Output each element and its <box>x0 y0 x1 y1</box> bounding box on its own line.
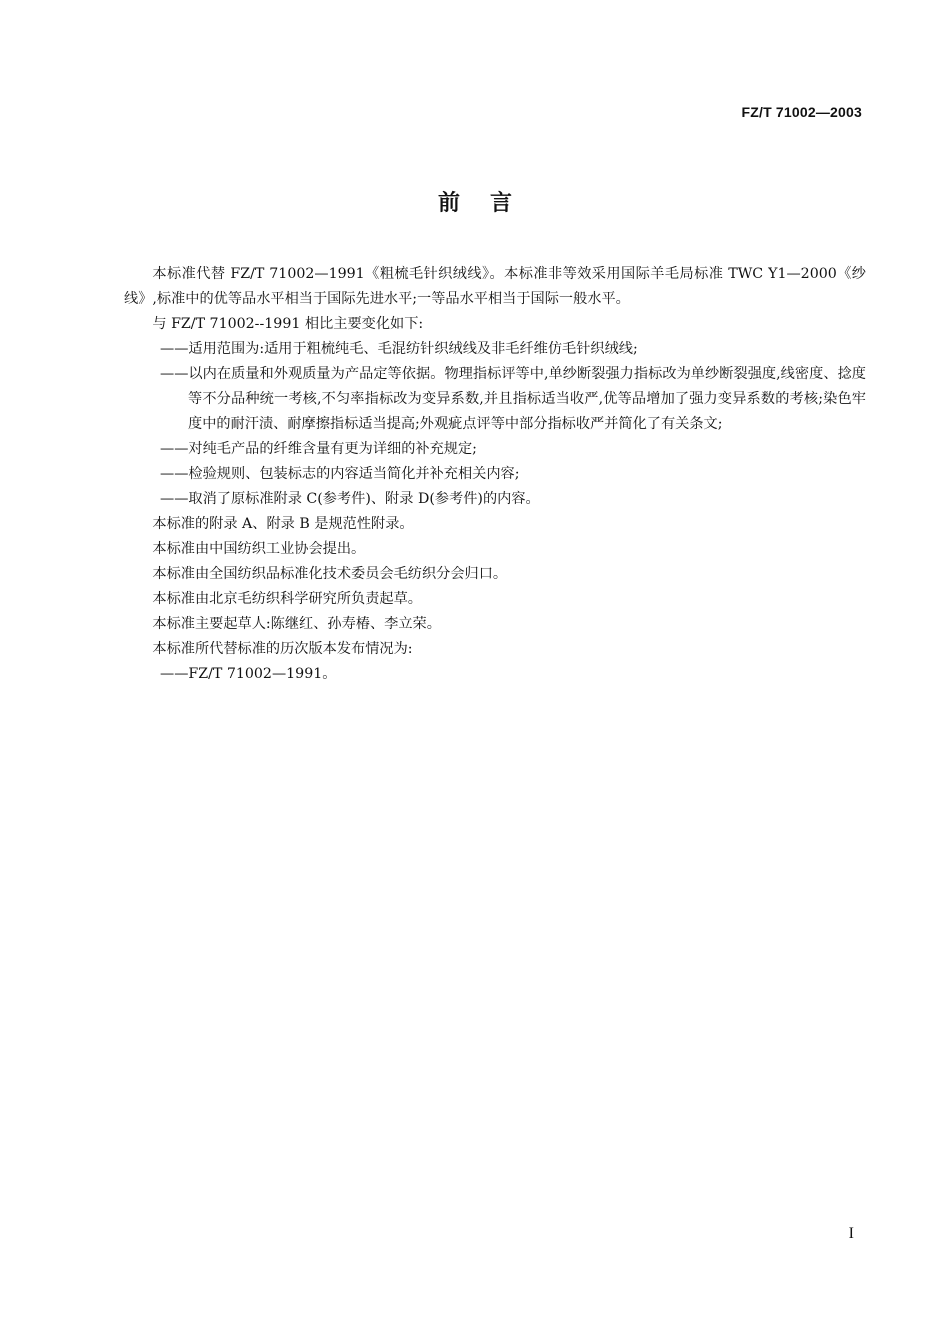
list-item-change: ——取消了原标准附录 C(参考件)、附录 D(参考件)的内容。 <box>160 491 540 507</box>
list-item-change: ——以内在质量和外观质量为产品定等依据。物理指标评等中,单纱断裂强力指标改为单纱断裂强度,线密度、捻度等不分品种统一考核,不匀率指标改为变异系数,并且指标适当收严,优等品增加了强力变异系数的考核;染色牢度中的耐汗渍、耐摩擦指标适当提高;外观疵点评等中部分指标收严并简化了有关条文; <box>160 366 866 432</box>
list-item-change: ——适用范围为:适用于粗梳纯毛、毛混纺针织绒线及非毛纤维仿毛针织绒线; <box>160 341 638 357</box>
paragraph-history-intro: 本标准所代替标准的历次版本发布情况为: <box>152 641 413 657</box>
standard-number: FZ/T 71002—2003 <box>741 104 862 120</box>
paragraph-changes-intro: 与 FZ/T 71002--1991 相比主要变化如下: <box>152 316 424 332</box>
paragraph-replacement-statement: 本标准代替 FZ/T 71002—1991《粗梳毛针织绒线》。本标准非等效采用国际羊毛局标准 TWC Y1—2000《纱线》,标准中的优等品水平相当于国际先进水平;一等品水平相当于国际一般水平。 <box>124 266 866 307</box>
foreword-body <box>124 262 866 687</box>
list-item-history: ——FZ/T 71002—1991。 <box>160 666 337 682</box>
list-item-change: ——检验规则、包装标志的内容适当简化并补充相关内容; <box>160 466 520 482</box>
page-number: I <box>848 1225 854 1242</box>
paragraph-centralized-by: 本标准由全国纺织品标准化技术委员会毛纺织分会归口。 <box>152 566 508 582</box>
page-title: 前言 <box>437 191 542 216</box>
paragraph-drafters: 本标准主要起草人:陈继红、孙寿椿、李立荣。 <box>152 616 441 632</box>
paragraph-drafting-org: 本标准由北京毛纺织科学研究所负责起草。 <box>152 591 422 607</box>
list-item-change: ——对纯毛产品的纤维含量有更为详细的补充规定; <box>160 441 477 457</box>
paragraph-proposer: 本标准由中国纺织工业协会提出。 <box>152 541 366 557</box>
paragraph-appendix-note: 本标准的附录 A、附录 B 是规范性附录。 <box>152 516 414 532</box>
